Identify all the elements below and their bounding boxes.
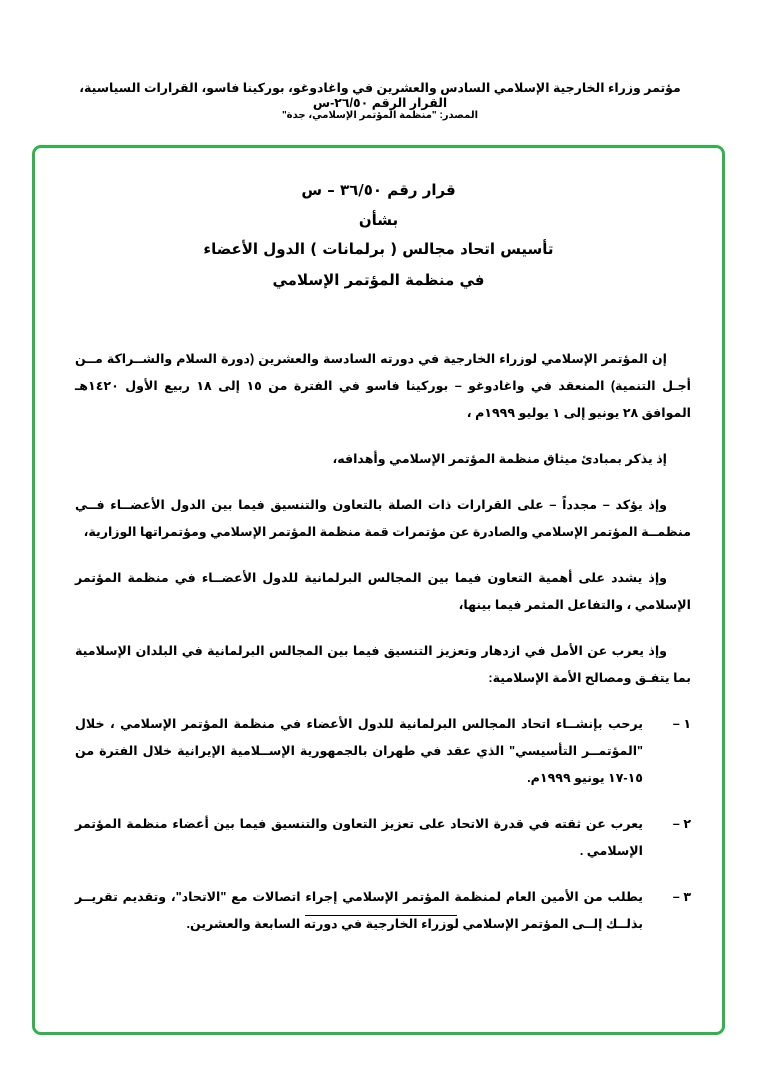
item-body: عن ثقته في قدرة الاتحاد على تعزيز التعاون والتنسيق فيما بين أعضاء منظمة المؤتمر الإسلامي . — [75, 817, 643, 858]
clause — [75, 492, 691, 546]
item-keyword: يطلب — [607, 890, 643, 904]
item-text — [75, 884, 643, 938]
resolution-title-cont: في منظمة المؤتمر الإسلامي — [272, 271, 485, 289]
resolution-number: قرار رقم ٣٦/٥٠ – س — [301, 181, 456, 199]
item-number: ٣ – — [672, 890, 691, 904]
clause — [75, 638, 691, 692]
clause-text: – مجدداً – على القرارات ذات الصلة بالتعاون والتنسيق فيما بين الدول الأعضــاء فــي منظمــة المؤتمر الإسلامي والصادرة عن مؤتمرات قمة منظمة المؤتمر الإسلامي ومؤتمراتها الوزارية، — [75, 498, 691, 539]
resolution-frame — [32, 145, 725, 1035]
clause-keyword: وإذ يعرب — [611, 644, 668, 658]
operative-item — [75, 811, 691, 865]
clause-text: على أهمية التعاون فيما بين المجالس البرلمانية للدول الأعضــاء في منظمة المؤتمر الإسلامي ، والتفاعل المثمر فيما بينها، — [75, 571, 691, 612]
operative-item — [75, 884, 691, 938]
clause-keyword: وإذ يؤكد — [615, 498, 667, 512]
resolution-body — [75, 346, 691, 938]
clause-keyword: إذ يذكر — [625, 452, 667, 466]
item-number: ١ – — [672, 717, 691, 731]
item-text — [75, 811, 643, 865]
end-divider — [305, 915, 457, 916]
item-keyword: يعرب — [610, 817, 643, 831]
operative-item — [75, 711, 691, 792]
item-keyword: يرحب — [608, 717, 643, 731]
item-text — [75, 711, 643, 792]
preamble: إن المؤتمر الإسلامي لوزراء الخارجية في دورته السادسة والعشرين (دورة السلام والشــراكة مــن أجـل التنمية) المنعقد في واغادوغو – بوركينا فاسو في الفترة من ١٥ إلى ١٨ ربيع الأول ١٤٢٠هـ الموافق ٢٨ يونيو إلى ١ يوليو ١٩٩٩م ، — [75, 352, 692, 420]
resolution-subject-label: بشأن — [358, 211, 399, 229]
clause-text: بمبادئ ميثاق منظمة المؤتمر الإسلامي وأهدافه، — [332, 452, 626, 466]
document-source: المصدر: "منظمة المؤتمر الإسلامي، جدة" — [281, 110, 479, 121]
item-body: بإنشــاء اتحاد المجالس البرلمانية للدول الأعضاء في منظمة المؤتمر الإسلامي ، خلال "المؤتمــر التأسيسي" الذي عقد في طهران بالجمهورية الإســلامية الإيرانية خلال الفترة من ١٥-١٧ يونيو ١٩٩٩م. — [75, 717, 643, 785]
item-number: ٢ – — [672, 817, 691, 831]
item-body: من الأمين العام لمنظمة المؤتمر الإسلامي إجراء اتصالات مع "الاتحاد"، وتقديم تقريــر بذلــك إلــى المؤتمر الإسلامي لوزراء الخارجية في دورته السابعة والعشرين. — [75, 890, 643, 931]
resolution-title: تأسيس اتحاد مجالس ( برلمانات ) الدول الأعضاء — [203, 240, 554, 258]
clause — [75, 565, 691, 619]
clause — [75, 446, 691, 473]
clause-text: عن الأمل في ازدهار وتعزيز التنسيق فيما بين المجالس البرلمانية في البلدان الإسلامية بما يتفـق ومصالح الأمة الإسلامية: — [75, 644, 691, 685]
document-header: مؤتمر وزراء الخارجية الإسلامي السادس والعشرين في واغادوغو، بوركينا فاسو، القرارات السياسية، القرار الرقم ٢٦/٥٠-س — [79, 81, 681, 110]
clause-keyword: وإذ يشدد — [611, 571, 668, 585]
